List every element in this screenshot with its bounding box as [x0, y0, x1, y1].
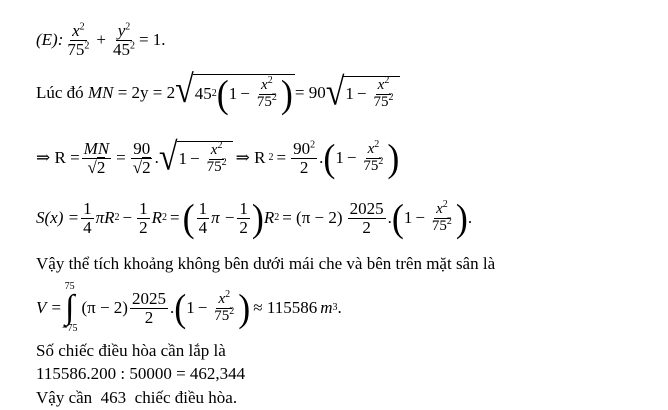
sqrt-expression: √ 45 2 ( 1 − $\frac{x^2}{75^2}$ )	[175, 68, 293, 116]
x-over-75-fraction: $\frac{x^2}{75^2}$	[67, 21, 90, 59]
area-equation: S(x) = $\frac{1}{4}$ πR 2 − $\frac{1}{2}$ R 2 = ( $\frac{1}{4}$ π − $\frac{1}{2}$ ) R 2 = (π − 2) $\frac{2025}{2}$ . ( 1 − $\frac{x^2}{75^2}$ ) .	[36, 196, 473, 241]
90sq-over-2: $\frac{90^2}{2}$	[293, 139, 316, 177]
sqrt-expression-2: √ 1 − $\frac{x^2}{75^2}$	[326, 76, 400, 111]
ac-count-sentence: Số chiếc điều hòa cần lắp là	[36, 341, 226, 360]
mn-equation: Lúc đó MN = 2y = 2 √ 45 2 ( 1 − $\frac{x^2}{75^2}$ ) = 90 √ 1 − $\frac{x^2}{75^2}$	[36, 74, 400, 112]
90-over-sqrt2: $\frac{90}{√2}$	[132, 139, 151, 177]
ac-calculation: 115586.200 : 50000 = 462,344	[36, 364, 246, 383]
sqrt-expression-3: √ 1 − $\frac{x^2}{75^2}$	[159, 141, 233, 176]
ellipse-equation: (E): $\frac{x^2}{75^2}$ + $\frac{y^2}{45^2}$ = 1.	[36, 21, 166, 59]
volume-integral: V = 75 ∫ −75 (π − 2) $\frac{2025}{2}$ . ( 1 − $\frac{x^2}{75^2}$ ) ≈ 115586 m 3 .	[36, 281, 342, 335]
conclusion-sentence: Vậy cần 463 chiếc điều hòa.	[36, 388, 238, 407]
radius-equation: ⇒ R = $\frac{MN}{√2}$ = $\frac{90}{√2}$ . √ 1 − $\frac{x^2}{75^2}$ ⇒ R 2 = $\frac{90^2}{2}$ . ( 1 − $\frac{x^2}{75^2}$ )	[36, 136, 400, 181]
volume-sentence: Vậy thể tích khoảng không bên dưới mái che và bên trên mặt sân là	[36, 254, 496, 273]
mn-over-sqrt2: $\frac{MN}{√2}$	[83, 139, 110, 177]
y-over-45-fraction: $\frac{y^2}{45^2}$	[112, 21, 135, 59]
integral-sign: 75 ∫ −75	[61, 281, 78, 335]
